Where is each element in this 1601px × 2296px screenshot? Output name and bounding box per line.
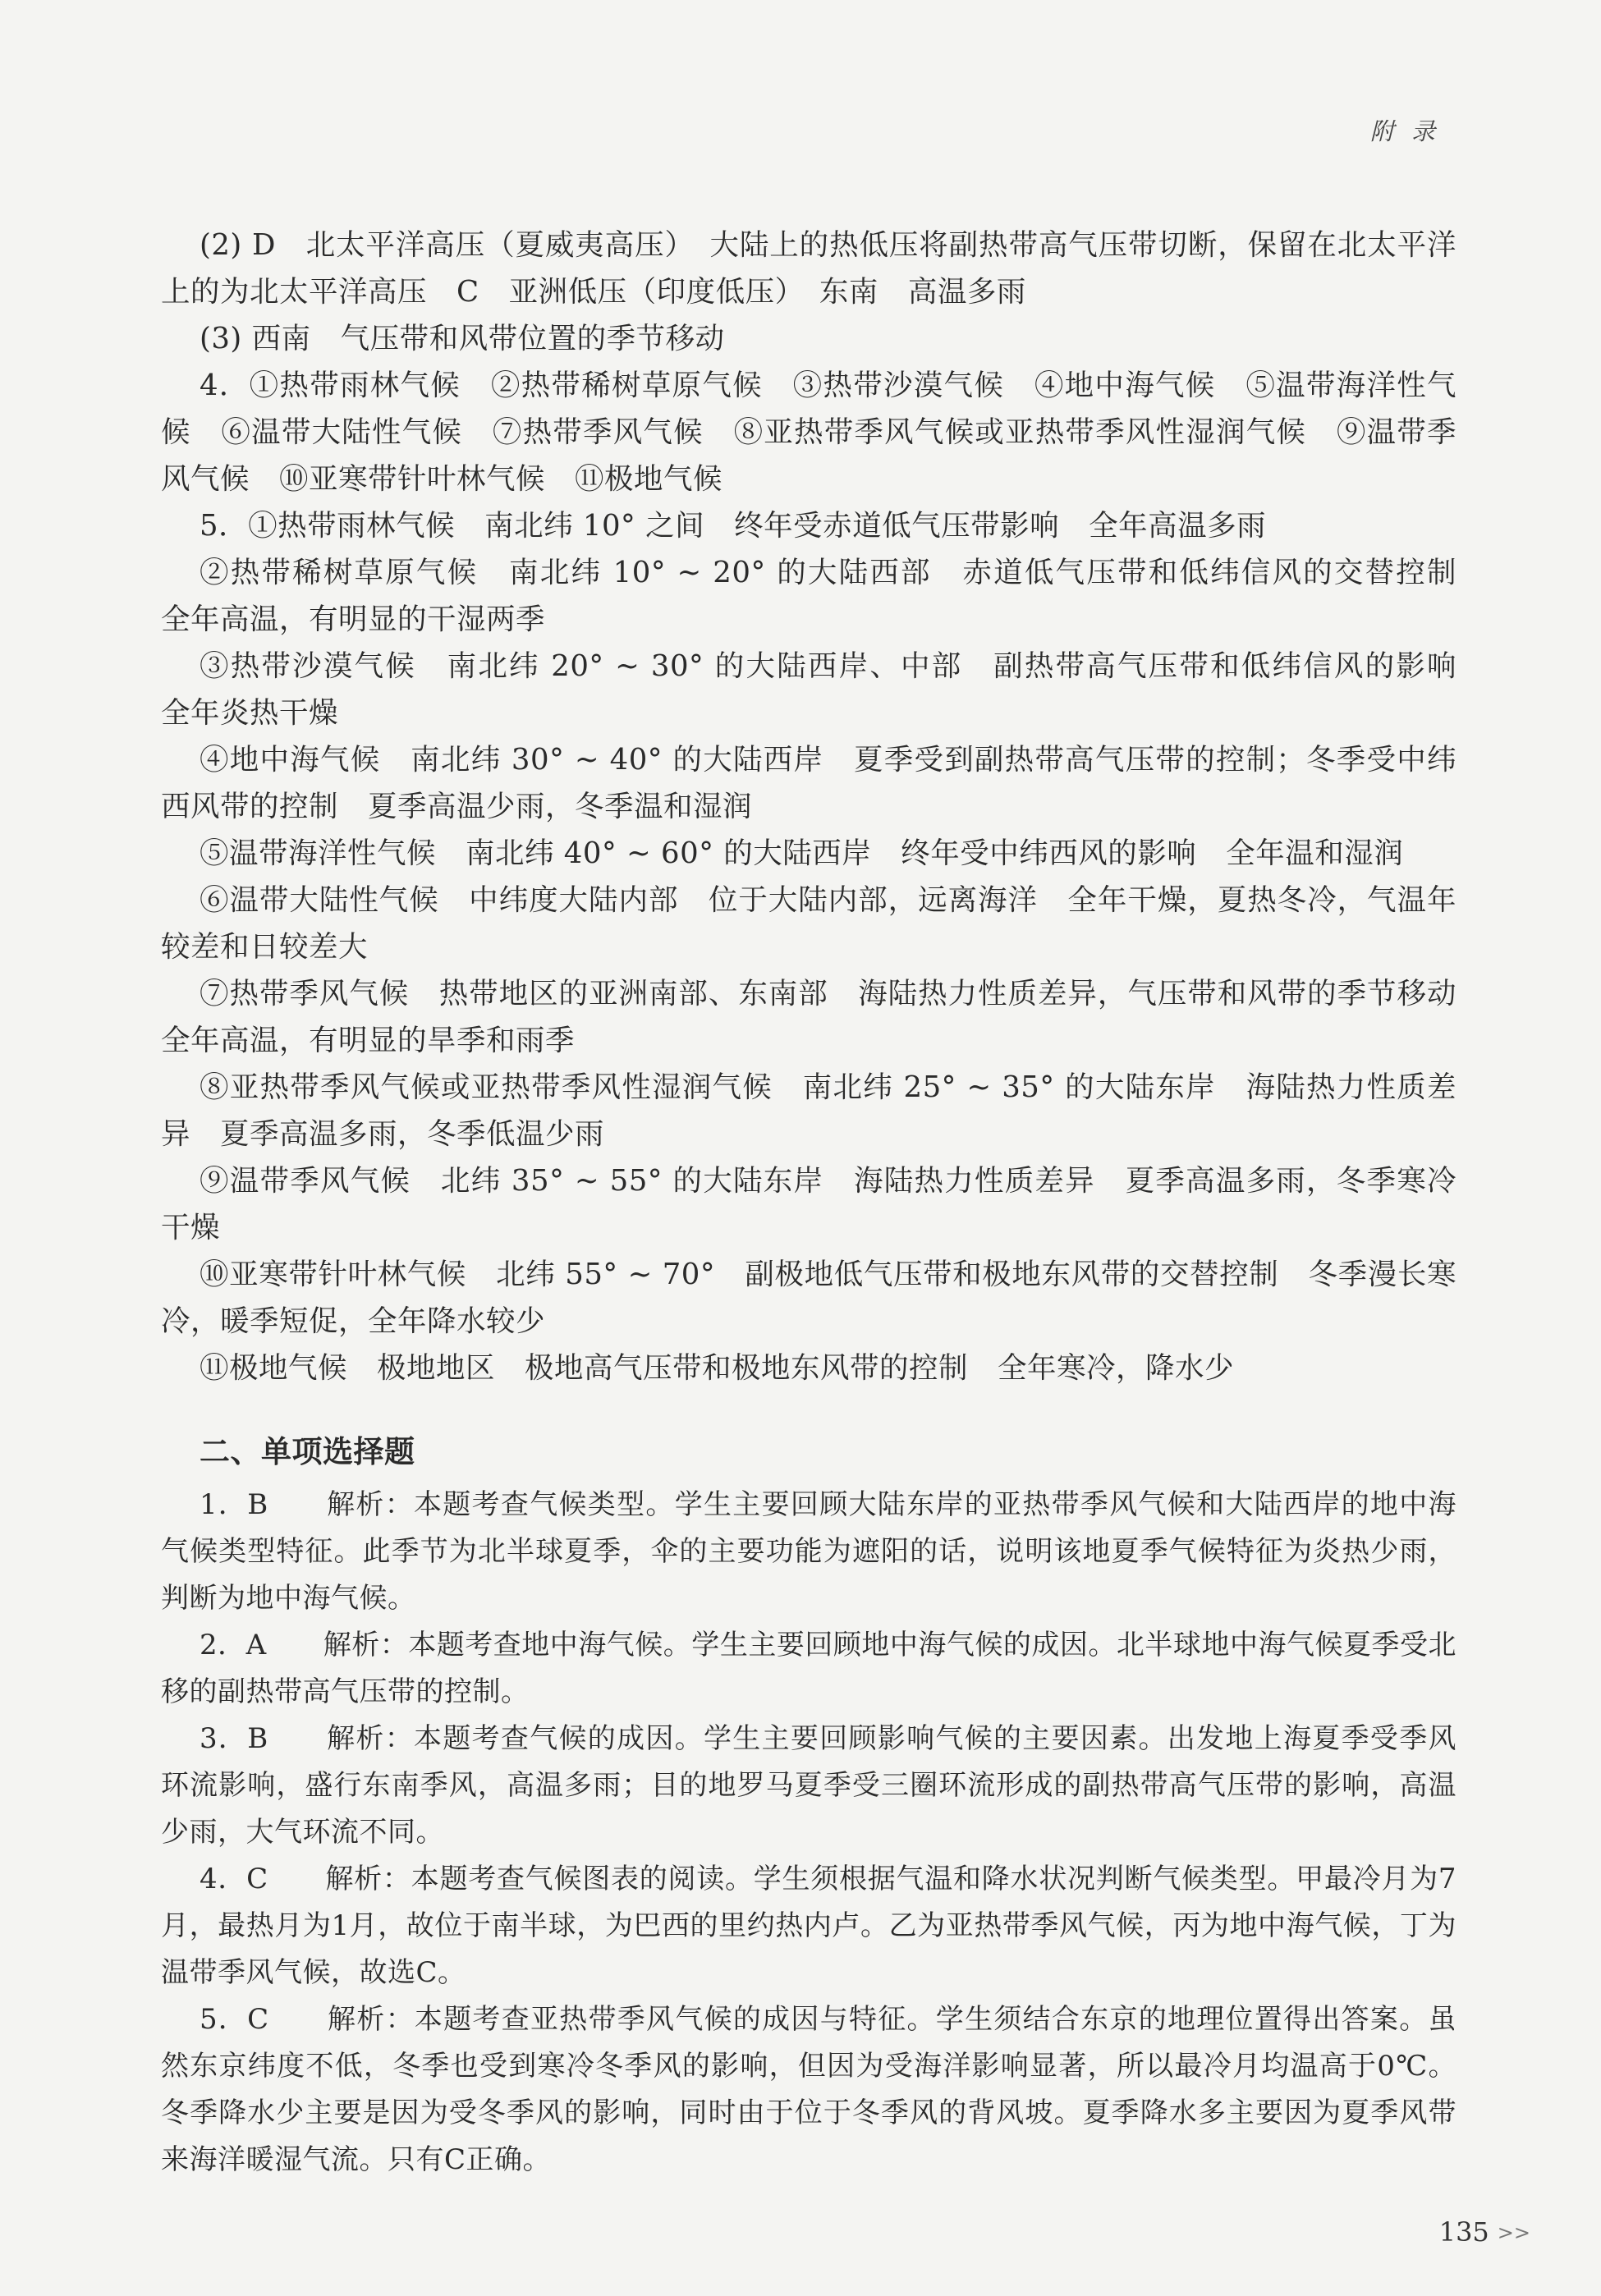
answer-paragraph: (2) D 北太平洋高压（夏威夷高压） 大陆上的热低压将副热带高气压带切断，保留在北太平洋上的为北太平洋高压 C 亚洲低压（印度低压） 东南 高温多雨 <box>161 228 1456 309</box>
answer-paragraph: ④地中海气候 南北纬 30° ~ 40° 的大陆西岸 夏季受到副热带高气压带的控制；冬季受中纬西风带的控制 夏季高温少雨，冬季温和湿润 <box>161 743 1456 823</box>
page-content <box>161 222 1487 2184</box>
answer-paragraph: ⑤温带海洋性气候 南北纬 40° ~ 60° 的大陆西岸 终年受中纬西风的影响 全年温和湿润 <box>200 836 1404 870</box>
answer-paragraph: ③热带沙漠气候 南北纬 20° ~ 30° 的大陆西岸、中部 副热带高气压带和低纬信风的影响 全年炎热干燥 <box>161 649 1487 730</box>
answer-paragraph: ⑧亚热带季风气候或亚热带季风性湿润气候 南北纬 25° ~ 35° 的大陆东岸 海陆热力性质差异 夏季高温多雨，冬季低温少雨 <box>161 1070 1456 1151</box>
answer-paragraph: ⑦热带季风气候 热带地区的亚洲南部、东南部 海陆热力性质差异，气压带和风带的季节移动 全年高温，有明显的旱季和雨季 <box>161 977 1487 1057</box>
section-title: 二、单项选择题 <box>200 1434 415 1469</box>
running-header: 附 录 <box>1369 117 1440 145</box>
analysis-paragraph: 5．C 解析：本题考查亚热带季风气候的成因与特征。学生须结合东京的地理位置得出答案。虽然东京纬度不低，冬季也受到寒冷冬季风的影响，但因为受海洋影响显著，所以最冷月均温高于0℃。冬季降水少主要是因为受冬季风的影响，同时由于位于冬季风的背风坡。夏季降水多主要因为夏季风带来海洋暖湿气流。只有C正确。 <box>161 2003 1456 2176</box>
answer-paragraph: 4．①热带雨林气候 ②热带稀树草原气候 ③热带沙漠气候 ④地中海气候 ⑤温带海洋性气候 ⑥温带大陆性气候 ⑦热带季风气候 ⑧亚热带季风气候或亚热带季风性湿润气候 ⑨温带季风气候 ⑩亚寒带针叶林气候 ⑪极地气候 <box>161 369 1456 496</box>
answer-paragraph: ②热带稀树草原气候 南北纬 10° ~ 20° 的大陆西部 赤道低气压带和低纬信风的交替控制 全年高温，有明显的干湿两季 <box>161 556 1487 636</box>
answer-paragraph: ⑪极地气候 极地地区 极地高气压带和极地东风带的控制 全年寒冷，降水少 <box>200 1351 1235 1385</box>
page-footer <box>1439 2216 1530 2248</box>
analysis-paragraph: 2．A 解析：本题考查地中海气候。学生主要回顾地中海气候的成因。北半球地中海气候夏季受北移的副热带高气压带的控制。 <box>161 1629 1456 1708</box>
answer-paragraph: ⑩亚寒带针叶林气候 北纬 55° ~ 70° 副极地低气压带和极地东风带的交替控制 冬季漫长寒冷，暖季短促，全年降水较少 <box>161 1258 1456 1338</box>
analysis-paragraph: 1．B 解析：本题考查气候类型。学生主要回顾大陆东岸的亚热带季风气候和大陆西岸的地中海气候类型特征。此季节为北半球夏季，伞的主要功能为遮阳的话，说明该地夏季气候特征为炎热少雨，判断为地中海气候。 <box>161 1488 1456 1615</box>
analysis-paragraph: 4．C 解析：本题考查气候图表的阅读。学生须根据气温和降水状况判断气候类型。甲最冷月为7月，最热月为1月，故位于南半球，为巴西的里约热内卢。乙为亚热带季风气候，丙为地中海气候，丁为温带季风气候，故选C。 <box>161 1863 1456 1989</box>
answer-paragraph: ⑥温带大陆性气候 中纬度大陆内部 位于大陆内部，远离海洋 全年干燥，夏热冬冷，气温年较差和日较差大 <box>161 883 1456 964</box>
analysis-paragraph: 3．B 解析：本题考查气候的成因。学生主要回顾影响气候的主要因素。出发地上海夏季受季风环流影响，盛行东南季风，高温多雨；目的地罗马夏季受三圈环流形成的副热带高气压带的影响，高温少雨，大气环流不同。 <box>161 1722 1456 1849</box>
answer-paragraph: (3) 西南 气压带和风带位置的季节移动 <box>200 322 725 355</box>
answer-paragraph: 5．①热带雨林气候 南北纬 10° 之间 终年受赤道低气压带影响 全年高温多雨 <box>200 509 1267 543</box>
page-number: 135 <box>1438 2216 1489 2248</box>
next-arrows-icon: >> <box>1497 2221 1530 2244</box>
answer-paragraph: ⑨温带季风气候 北纬 35° ~ 55° 的大陆东岸 海陆热力性质差异 夏季高温多雨，冬季寒冷干燥 <box>161 1164 1456 1244</box>
